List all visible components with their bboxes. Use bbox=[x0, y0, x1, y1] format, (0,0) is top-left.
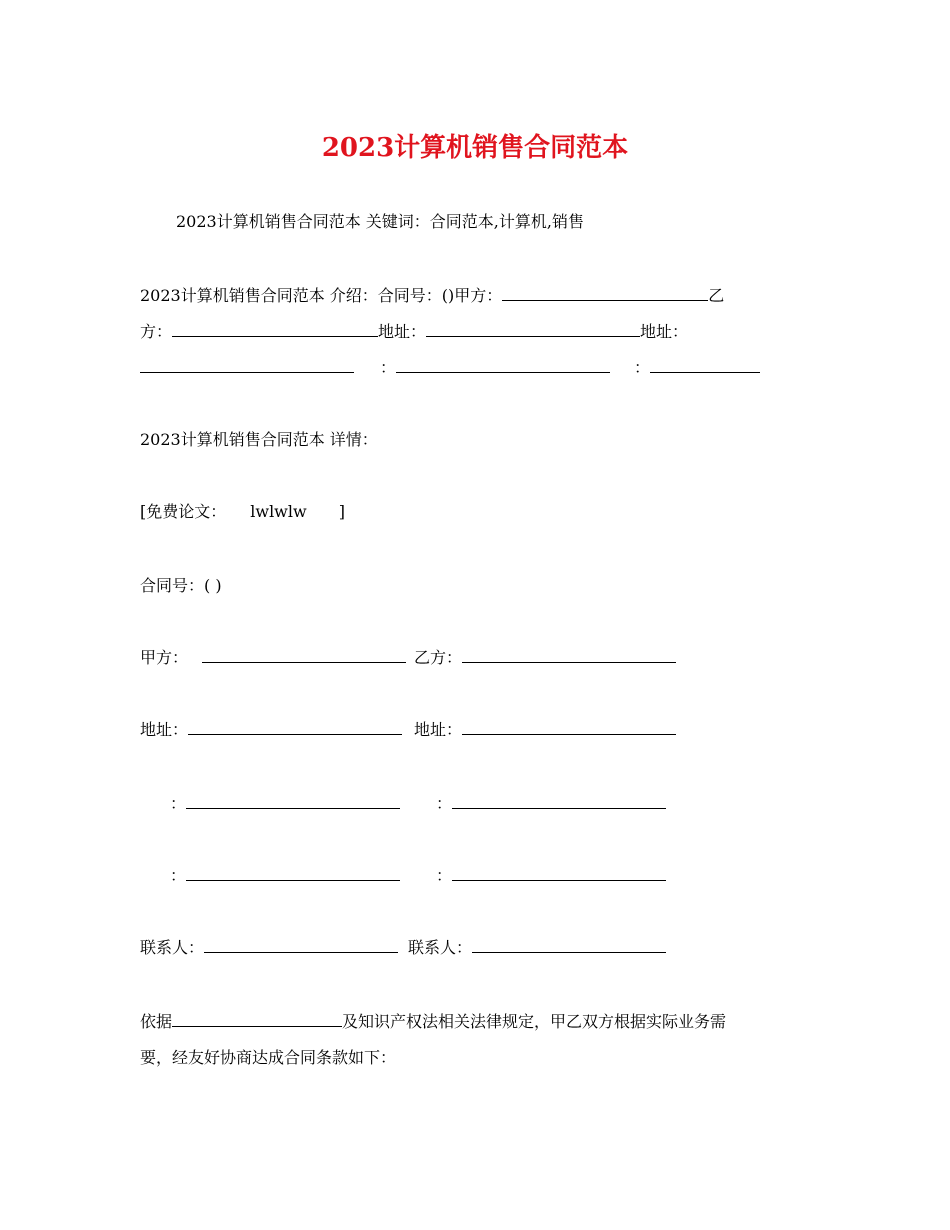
address-2-blank[interactable] bbox=[140, 356, 354, 373]
address-1-blank[interactable] bbox=[426, 320, 640, 337]
intro-line-2 bbox=[140, 320, 688, 344]
intro-blank-4[interactable] bbox=[650, 356, 760, 373]
intro-colon-2: ： bbox=[634, 358, 651, 377]
free-paper-close: ] bbox=[338, 502, 345, 521]
party-b-label: 乙方： bbox=[414, 648, 463, 667]
addresses-row bbox=[140, 718, 676, 742]
contact-b-field[interactable] bbox=[472, 936, 666, 953]
intro-line-3 bbox=[140, 356, 760, 380]
intro-address-1-label: 地址： bbox=[378, 322, 427, 341]
intro-colon-1: ： bbox=[380, 358, 397, 377]
intro-blank-3[interactable] bbox=[396, 356, 610, 373]
colon-label-2b: ： bbox=[436, 866, 453, 885]
basis-lead: 依据 bbox=[140, 1012, 173, 1031]
basis-line-2: 要，经友好协商达成合同条款如下： bbox=[140, 1048, 397, 1067]
party-a-blank[interactable] bbox=[502, 284, 708, 301]
parties-row bbox=[140, 646, 676, 670]
address-a-label: 地址： bbox=[140, 720, 189, 739]
colon-row-2 bbox=[170, 864, 666, 888]
colon-field-1a[interactable] bbox=[186, 792, 400, 809]
colon-label-1b: ： bbox=[436, 794, 453, 813]
colon-row-1 bbox=[170, 792, 666, 816]
intro-lead: 2023计算机销售合同范本 介绍：合同号：()甲方： bbox=[140, 286, 503, 305]
party-b-blank[interactable] bbox=[172, 320, 378, 337]
colon-label-1a: ： bbox=[170, 794, 187, 813]
basis-law-field[interactable] bbox=[172, 1010, 342, 1027]
colon-field-1b[interactable] bbox=[452, 792, 666, 809]
address-b-label: 地址： bbox=[414, 720, 463, 739]
contract-number: 合同号：( ) bbox=[140, 576, 222, 595]
intro-party-b-label: 方： bbox=[140, 322, 173, 341]
colon-field-2b[interactable] bbox=[452, 864, 666, 881]
free-paper-line bbox=[140, 500, 345, 524]
free-paper-open: [免费论文： bbox=[140, 502, 227, 521]
document-title: 2023计算机销售合同范本 bbox=[321, 133, 629, 163]
contact-a-label: 联系人： bbox=[140, 938, 205, 957]
contact-a-field[interactable] bbox=[204, 936, 398, 953]
keywords-line: 2023计算机销售合同范本 关键词：合同范本,计算机,销售 bbox=[176, 212, 584, 231]
contacts-row bbox=[140, 936, 666, 960]
party-a-label: 甲方： bbox=[140, 648, 189, 667]
contact-b-label: 联系人： bbox=[408, 938, 473, 957]
colon-label-2a: ： bbox=[170, 866, 187, 885]
basis-line-1 bbox=[140, 1010, 726, 1034]
intro-line-1 bbox=[140, 284, 724, 308]
basis-text: 及知识产权法相关法律规定，甲乙双方根据实际业务需 bbox=[342, 1012, 727, 1031]
free-paper-code: lwlwlw bbox=[250, 502, 307, 521]
intro-tail: 乙 bbox=[708, 286, 725, 305]
address-a-field[interactable] bbox=[188, 718, 402, 735]
details-heading: 2023计算机销售合同范本 详情： bbox=[140, 430, 378, 449]
colon-field-2a[interactable] bbox=[186, 864, 400, 881]
party-a-field[interactable] bbox=[202, 646, 406, 663]
address-b-field[interactable] bbox=[462, 718, 676, 735]
party-b-field[interactable] bbox=[462, 646, 676, 663]
intro-address-2-label: 地址： bbox=[640, 322, 689, 341]
